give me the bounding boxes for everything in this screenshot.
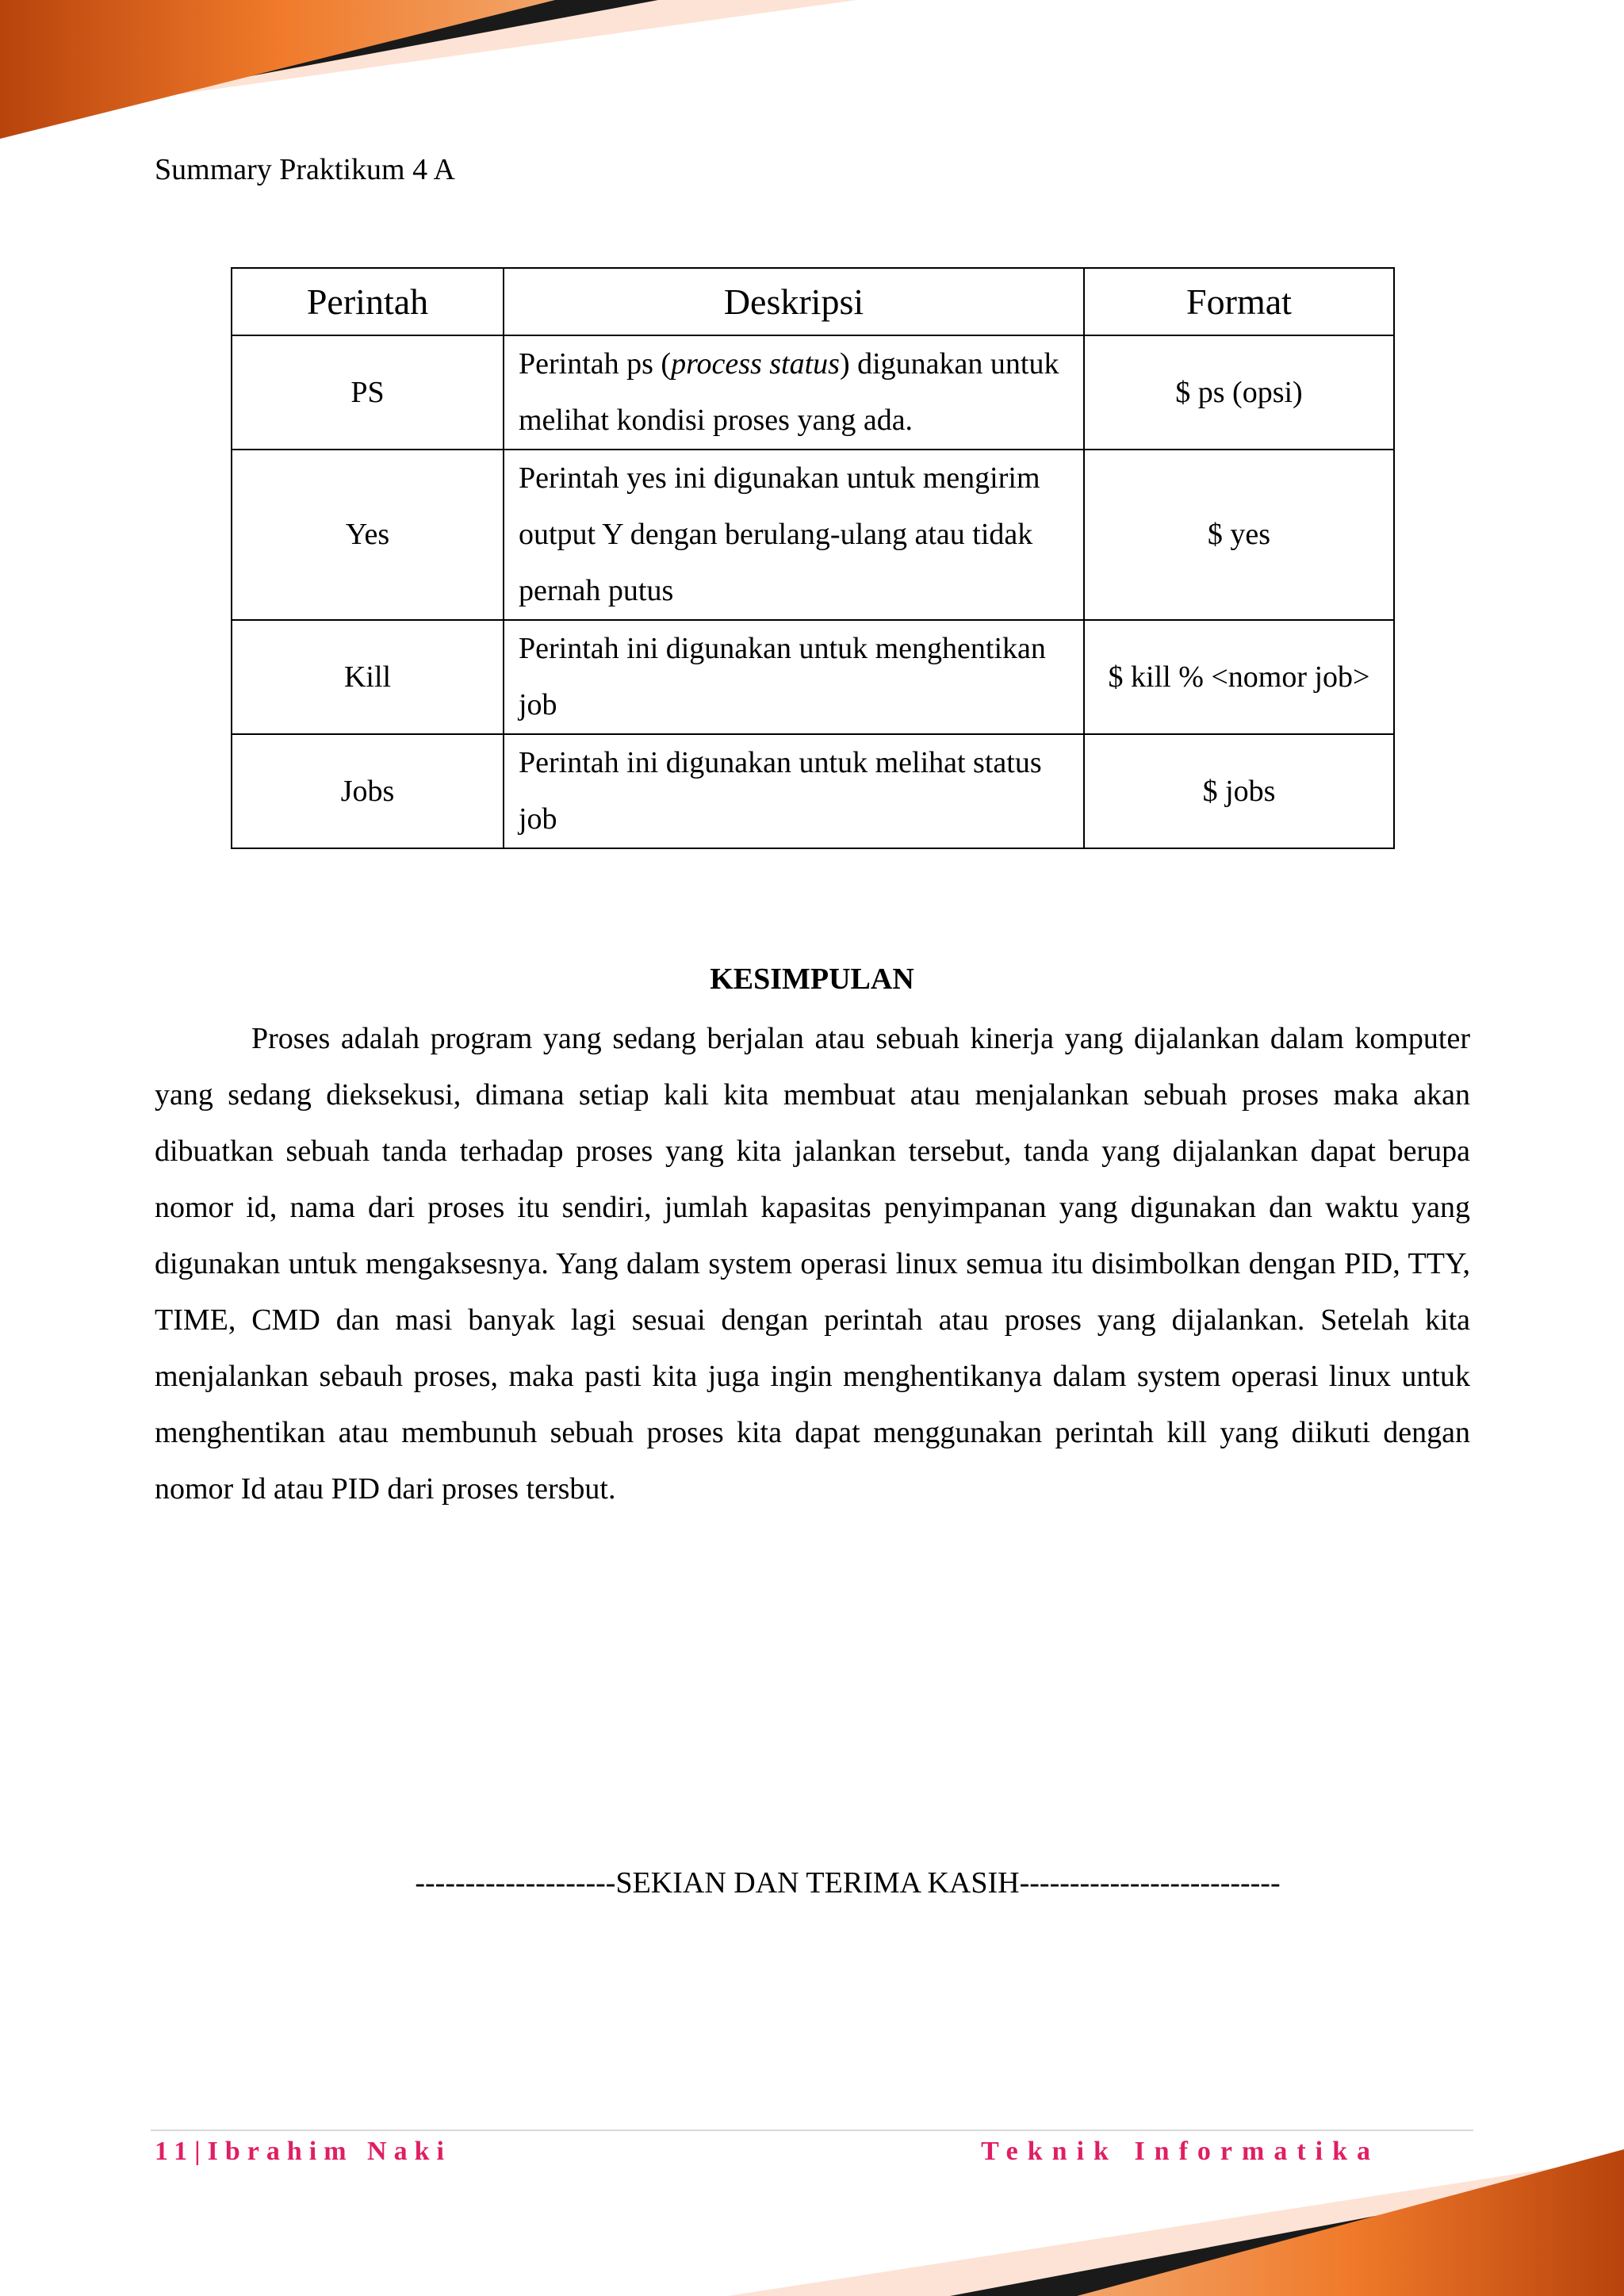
format-cell: $ kill % <nomor job> bbox=[1084, 620, 1394, 734]
description-cell bbox=[504, 335, 1084, 450]
description-text: Perintah ps ( bbox=[519, 347, 672, 381]
command-cell: Kill bbox=[232, 620, 504, 734]
table-header-row bbox=[232, 268, 1394, 335]
conclusion-heading: KESIMPULAN bbox=[710, 962, 914, 996]
description-cell: Perintah ini digunakan untuk menghentikan job bbox=[504, 620, 1084, 734]
header-deskripsi: Deskripsi bbox=[504, 268, 1084, 335]
footer-decoration bbox=[728, 2126, 1624, 2296]
table-row bbox=[232, 335, 1394, 450]
closing-line: --------------------SEKIAN DAN TERIMA KASIH-------------------------- bbox=[415, 1866, 1281, 1900]
description-cell: Perintah ini digunakan untuk melihat status job bbox=[504, 734, 1084, 848]
table-row bbox=[232, 620, 1394, 734]
table-row bbox=[232, 450, 1394, 620]
command-table bbox=[231, 267, 1395, 849]
footer-department: Teknik Informatika bbox=[981, 2137, 1380, 2166]
header-perintah: Perintah bbox=[232, 268, 504, 335]
header-format: Format bbox=[1084, 268, 1394, 335]
format-cell: $ ps (opsi) bbox=[1084, 335, 1394, 450]
command-cell: Yes bbox=[232, 450, 504, 620]
conclusion-paragraph: Proses adalah program yang sedang berjalan atau sebuah kinerja yang dijalankan dalam komputer yang sedang dieksekusi, dimana setiap kali kita membuat atau menjalankan sebuah proses maka akan dibuatkan sebuah tanda terhadap proses yang kita jalankan tersebut, tanda yang dijalankan dapat berupa nomor id, nama dari proses itu sendiri, jumlah kapasitas penyimpanan yang digunakan dan waktu yang digunakan untuk mengaksesnya. Yang dalam system operasi linux semua itu disimbolkan dengan PID, TTY, TIME, CMD dan masi banyak lagi sesuai dengan perintah atau proses yang dijalankan. Setelah kita menjalankan sebauh proses, maka pasti kita juga ingin menghentikanya dalam system operasi linux untuk menghentikan atau membunuh sebuah proses kita dapat menggunakan perintah kill yang diikuti dengan nomor Id atau PID dari proses tersbut. bbox=[155, 1022, 1470, 1506]
description-text: ) digunakan untuk melihat kondisi proses yang ada. bbox=[519, 347, 1059, 437]
summary-title: Summary Praktikum 4 A bbox=[155, 153, 455, 186]
header-decoration bbox=[0, 0, 872, 143]
format-cell: $ jobs bbox=[1084, 734, 1394, 848]
command-cell: Jobs bbox=[232, 734, 504, 848]
table-row bbox=[232, 734, 1394, 848]
description-cell: Perintah yes ini digunakan untuk mengirim output Y dengan berulang-ulang atau tidak pernah putus bbox=[504, 450, 1084, 620]
command-cell: PS bbox=[232, 335, 504, 450]
footer-page-author: 11|Ibrahim Naki bbox=[155, 2137, 451, 2166]
format-cell: $ yes bbox=[1084, 450, 1394, 620]
description-italic-text: process status bbox=[671, 347, 840, 381]
